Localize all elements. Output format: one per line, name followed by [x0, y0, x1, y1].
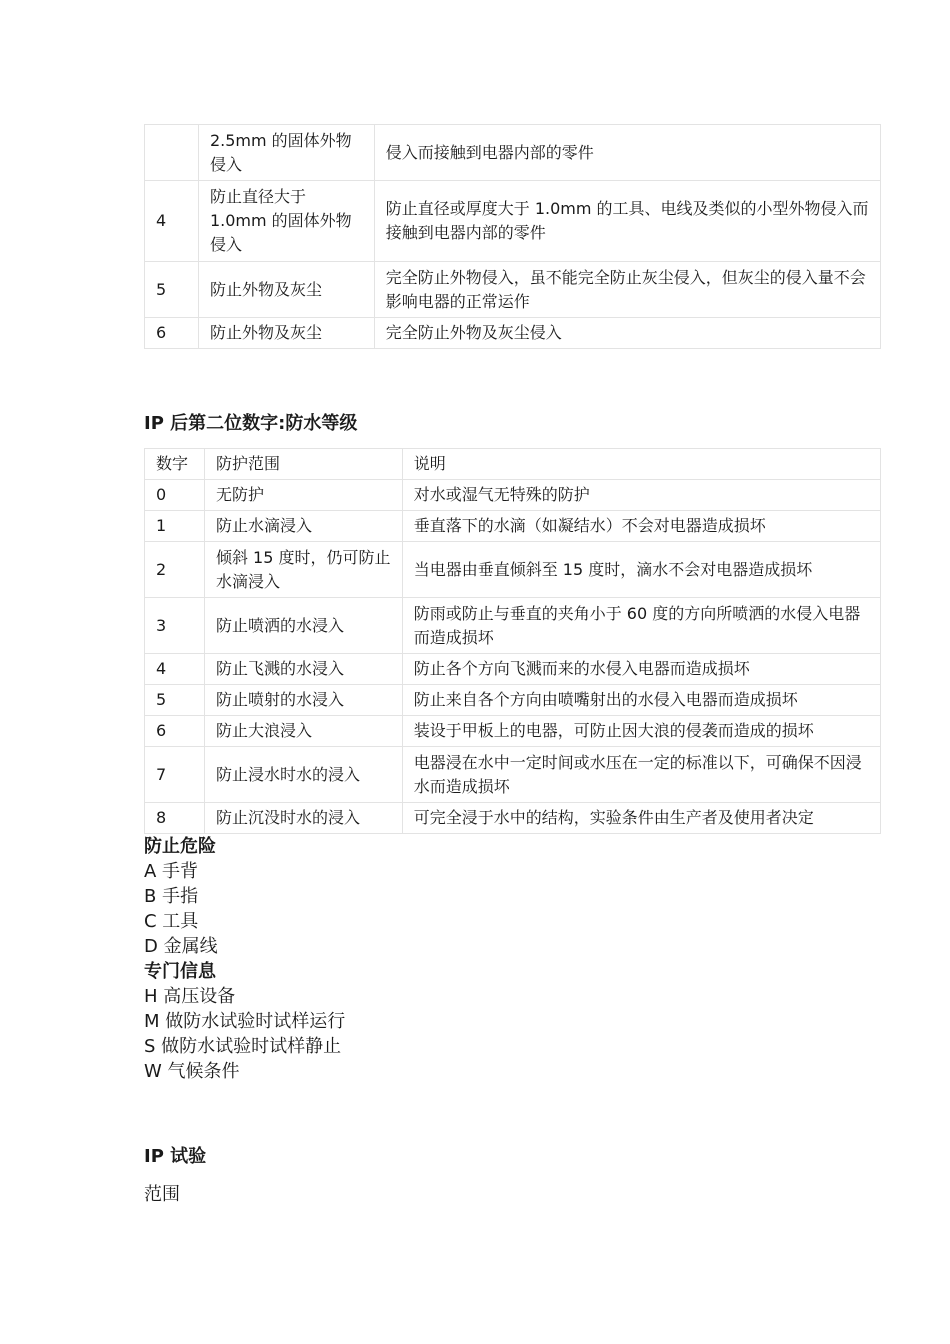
digit-cell: 3 [145, 598, 205, 654]
description-cell: 完全防止外物及灰尘侵入 [374, 318, 880, 349]
hazard-item: C 工具 [144, 911, 199, 932]
special-info-item: S 做防水试验时试样静止 [144, 1036, 342, 1057]
digit-cell: 1 [145, 511, 205, 542]
digit-cell: 4 [145, 654, 205, 685]
protection-range-cell: 防止大浪浸入 [204, 716, 402, 747]
codes-block [144, 834, 345, 1084]
table-row [145, 598, 881, 654]
protection-range-cell: 倾斜 15 度时，仍可防止水滴浸入 [204, 542, 402, 598]
description-cell: 防止直径或厚度大于 1.0mm 的工具、电线及类似的小型外物侵入而接触到电器内部的零件 [374, 181, 880, 262]
scope-label: 范围 [144, 1184, 180, 1205]
protection-range-cell: 2.5mm 的固体外物侵入 [198, 125, 374, 181]
table-row [145, 803, 881, 834]
protection-range-cell: 无防护 [204, 480, 402, 511]
ip-test-heading: IP 试验 [144, 1146, 207, 1167]
special-info-item: M 做防水试验时试样运行 [144, 1011, 346, 1032]
hazard-item: B 手指 [144, 886, 199, 907]
protection-range-cell: 防止喷射的水浸入 [204, 685, 402, 716]
special-info-title: 专门信息 [144, 961, 216, 982]
description-cell: 侵入而接触到电器内部的零件 [374, 125, 880, 181]
table-row [145, 716, 881, 747]
digit-cell: 8 [145, 803, 205, 834]
table-row [145, 511, 881, 542]
digit-cell: 7 [145, 747, 205, 803]
header-digit: 数字 [145, 449, 205, 480]
protection-range-cell: 防止飞溅的水浸入 [204, 654, 402, 685]
table-row [145, 480, 881, 511]
hazard-item: A 手背 [144, 861, 199, 882]
special-info-item: H 高压设备 [144, 986, 236, 1007]
description-cell: 装设于甲板上的电器，可防止因大浪的侵袭而造成的损坏 [402, 716, 880, 747]
table-row [145, 685, 881, 716]
water-rating-heading: IP 后第二位数字:防水等级 [144, 413, 358, 434]
hazard-item: D 金属线 [144, 936, 218, 957]
digit-cell: 4 [145, 181, 199, 262]
digit-cell: 0 [145, 480, 205, 511]
hazard-title: 防止危险 [144, 836, 216, 857]
table-header-row [145, 449, 881, 480]
table-row [145, 318, 881, 349]
special-info-item: W 气候条件 [144, 1061, 240, 1082]
digit-cell: 5 [145, 685, 205, 716]
protection-range-cell: 防止沉没时水的浸入 [204, 803, 402, 834]
table-row [145, 542, 881, 598]
description-cell: 完全防止外物侵入，虽不能完全防止灰尘侵入，但灰尘的侵入量不会影响电器的正常运作 [374, 262, 880, 318]
digit-cell: 6 [145, 716, 205, 747]
table-row [145, 262, 881, 318]
table-row [145, 181, 881, 262]
description-cell: 对水或湿气无特殊的防护 [402, 480, 880, 511]
protection-range-cell: 防止水滴浸入 [204, 511, 402, 542]
digit-cell: 6 [145, 318, 199, 349]
protection-range-cell: 防止直径大于 1.0mm 的固体外物侵入 [198, 181, 374, 262]
header-range: 防护范围 [204, 449, 402, 480]
table-row [145, 125, 881, 181]
table-row [145, 654, 881, 685]
digit-cell: 5 [145, 262, 199, 318]
protection-range-cell: 防止浸水时水的浸入 [204, 747, 402, 803]
solid-protection-table [144, 124, 881, 349]
table-row [145, 747, 881, 803]
digit-cell [145, 125, 199, 181]
description-cell: 可完全浸于水中的结构，实验条件由生产者及使用者决定 [402, 803, 880, 834]
description-cell: 当电器由垂直倾斜至 15 度时，滴水不会对电器造成损坏 [402, 542, 880, 598]
description-cell: 电器浸在水中一定时间或水压在一定的标准以下，可确保不因浸水而造成损坏 [402, 747, 880, 803]
protection-range-cell: 防止喷洒的水浸入 [204, 598, 402, 654]
protection-range-cell: 防止外物及灰尘 [198, 318, 374, 349]
description-cell: 垂直落下的水滴（如凝结水）不会对电器造成损坏 [402, 511, 880, 542]
header-description: 说明 [402, 449, 880, 480]
description-cell: 防雨或防止与垂直的夹角小于 60 度的方向所喷洒的水侵入电器而造成损坏 [402, 598, 880, 654]
description-cell: 防止来自各个方向由喷嘴射出的水侵入电器而造成损坏 [402, 685, 880, 716]
water-protection-table [144, 448, 881, 834]
protection-range-cell: 防止外物及灰尘 [198, 262, 374, 318]
digit-cell: 2 [145, 542, 205, 598]
description-cell: 防止各个方向飞溅而来的水侵入电器而造成损坏 [402, 654, 880, 685]
